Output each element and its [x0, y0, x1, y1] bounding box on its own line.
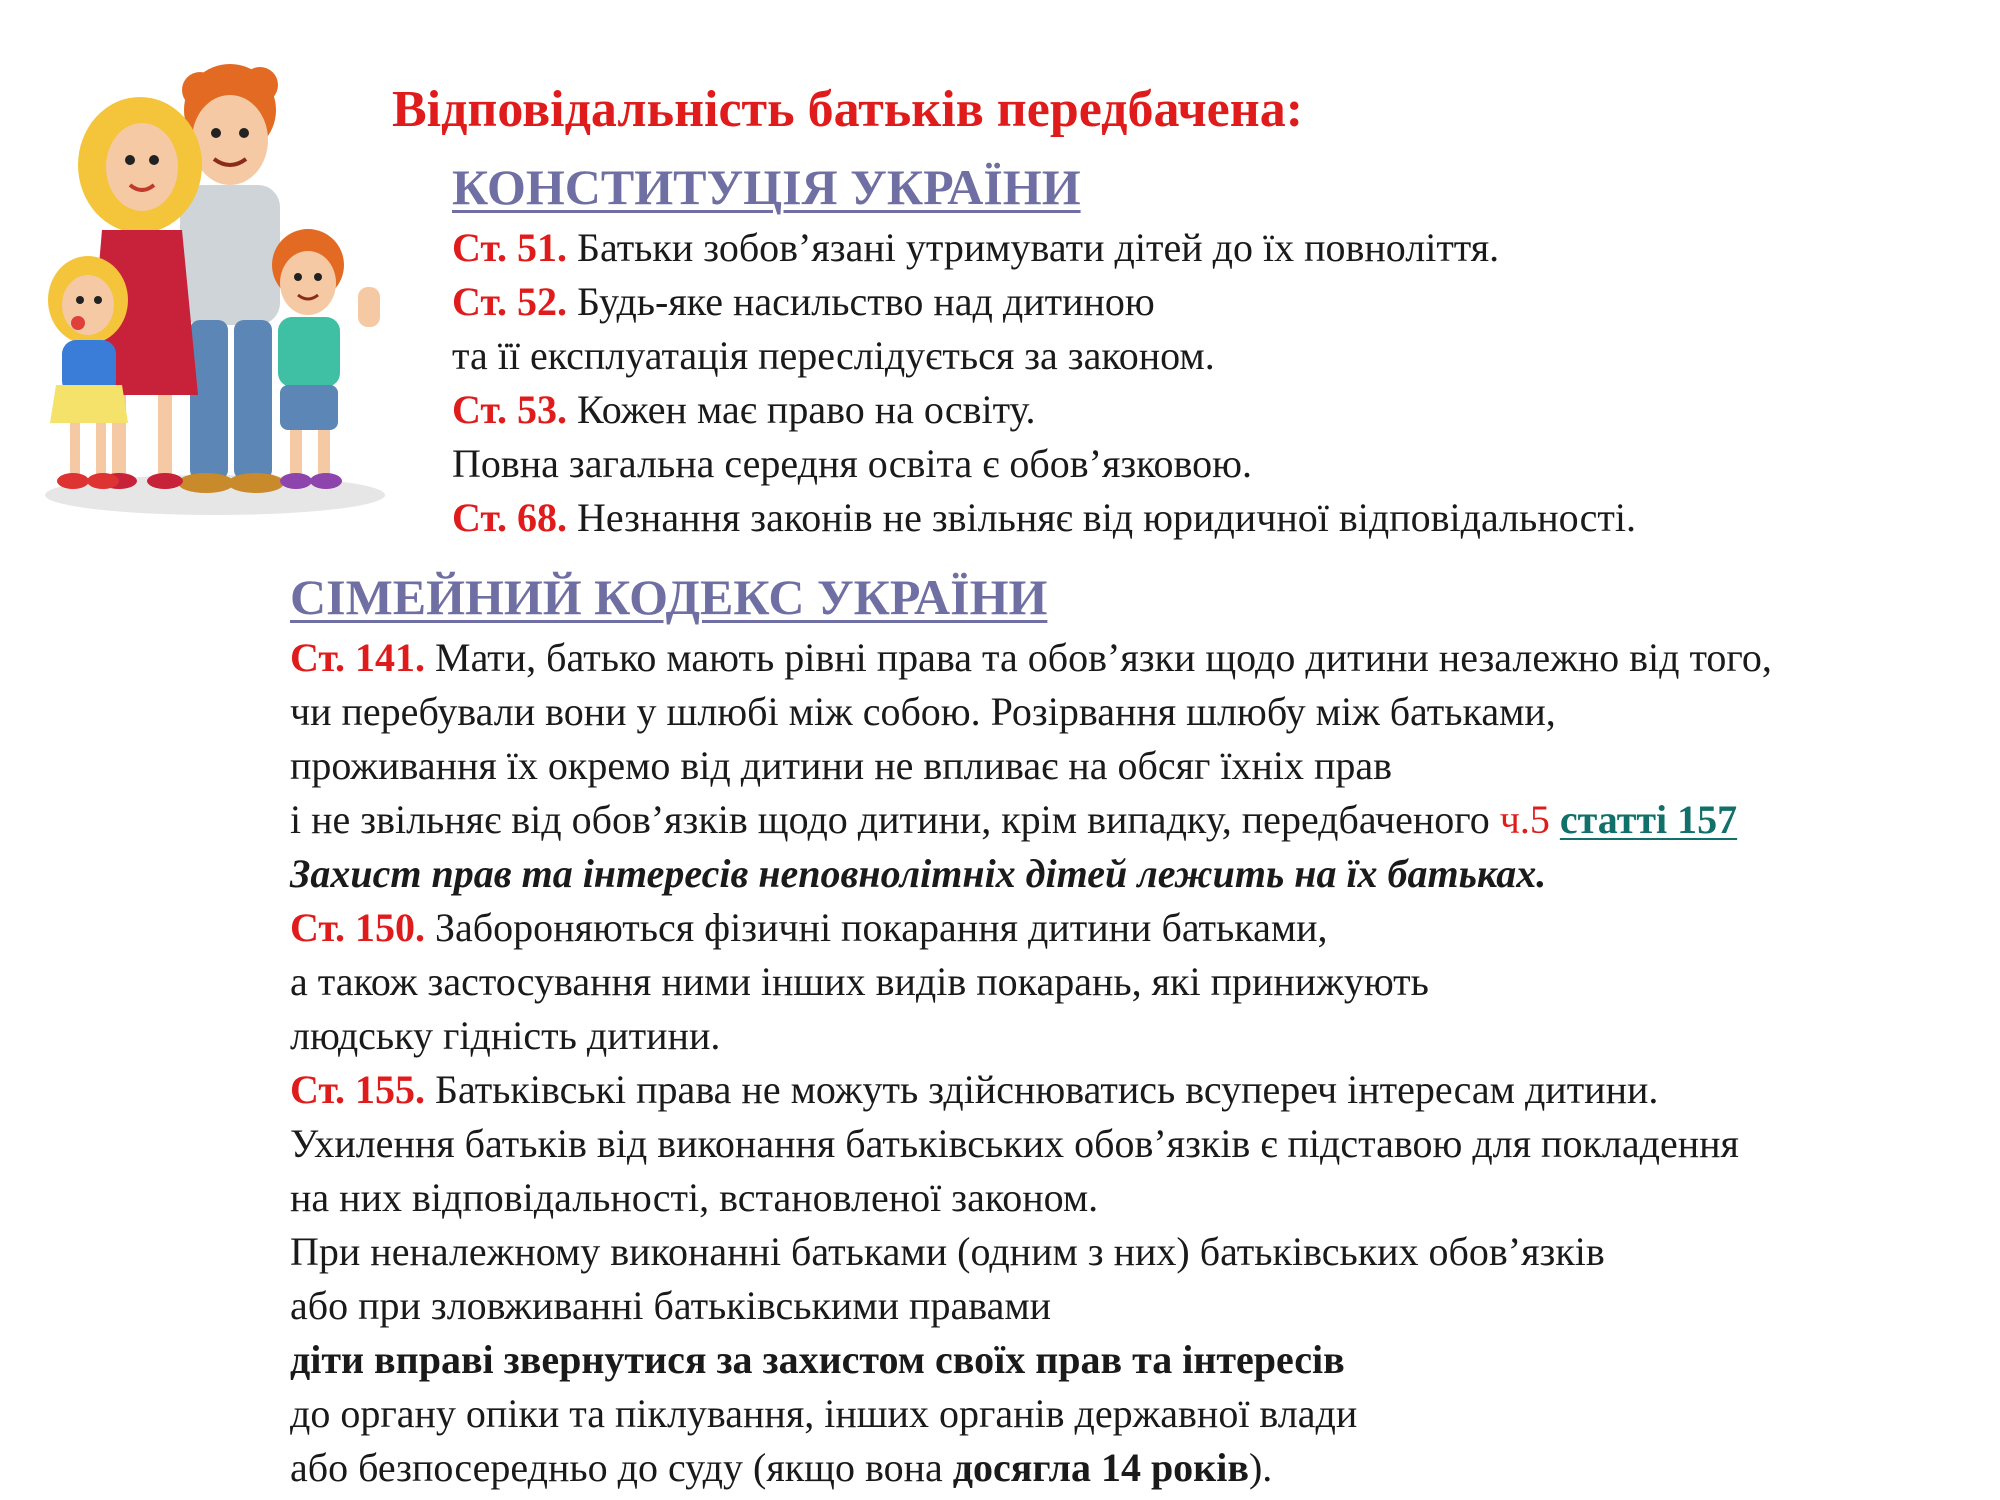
article-155-line-8-start: або безпосередньо до суду (якщо вона	[290, 1445, 953, 1490]
article-141-line-2: чи перебували вони у шлюбі між собою. Розірвання шлюбу між батьками,	[290, 689, 1556, 734]
article-155-line-8-end: ).	[1248, 1445, 1273, 1490]
article-150-text: Забороняються фізичні покарання дитини батьками,	[425, 905, 1328, 950]
article-51-text: Батьки зобов’язані утримувати дітей до їх повноліття.	[567, 225, 1500, 270]
article-155-age-bold: досягла 14 років	[952, 1445, 1249, 1490]
article-53-cont: Повна загальна середня освіта є обов’язковою.	[452, 441, 1253, 486]
article-150-line-3: людську гідність дитини.	[290, 1013, 721, 1058]
article-157-link[interactable]: статті 157	[1559, 797, 1738, 842]
article-52-text: Будь-яке насильство над дитиною	[567, 279, 1155, 324]
family-code-section	[290, 565, 1772, 1495]
family-illustration	[40, 55, 390, 525]
article-52	[452, 275, 1636, 329]
article-53	[452, 383, 1636, 437]
article-53-text: Кожен має право на освіту.	[567, 387, 1036, 432]
article-53-label: Ст. 53.	[452, 387, 567, 432]
article-68-text: Незнання законів не звільняє від юридичної відповідальності.	[567, 495, 1637, 540]
article-51-label: Ст. 51.	[452, 225, 567, 270]
article-68	[452, 491, 1636, 545]
article-155-line-4: При неналежному виконанні батьками (одним з них) батьківських обов’язків	[290, 1229, 1605, 1274]
article-51	[452, 221, 1636, 275]
article-141-line-4-text: і не звільняє від обов’язків щодо дитини, крім випадку, передбаченого	[290, 797, 1500, 842]
article-141-ref-part: ч.5	[1499, 797, 1550, 842]
article-155-line-2: Ухилення батьків від виконання батьківських обов’язків є підставою для покладення	[290, 1121, 1739, 1166]
article-150-label: Ст. 150.	[290, 905, 425, 950]
article-141-line-4	[290, 793, 1772, 847]
page-title: Відповідальність батьків передбачена:	[392, 81, 1304, 138]
article-141-label: Ст. 141.	[290, 635, 425, 680]
constitution-heading: КОНСТИТУЦІЯ УКРАЇНИ	[452, 159, 1081, 215]
article-155-bold-line: діти вправі звернутися за захистом своїх прав та інтересів	[290, 1337, 1345, 1382]
article-52-cont: та її експлуатація переслідується за законом.	[452, 333, 1215, 378]
article-150-line-2: а також застосування ними інших видів покарань, які принижують	[290, 959, 1429, 1004]
constitution-section	[452, 155, 1636, 545]
article-155-line-5: або при зловживанні батьківськими правами	[290, 1283, 1052, 1328]
article-68-label: Ст. 68.	[452, 495, 567, 540]
article-141	[290, 631, 1772, 685]
article-155-text: Батьківські права не можуть здійснюватись всупереч інтересам дитини.	[425, 1067, 1659, 1112]
father-figure	[178, 64, 284, 493]
article-155-label: Ст. 155.	[290, 1067, 425, 1112]
family-code-heading: СІМЕЙНИЙ КОДЕКС УКРАЇНИ	[290, 569, 1048, 625]
boy-figure	[272, 229, 380, 489]
article-141-line-3: проживання їх окремо від дитини не впливає на обсяг їхніх прав	[290, 743, 1393, 788]
article-141-emphasis: Захист прав та інтересів неповнолітніх дітей лежить на їх батьках.	[290, 851, 1547, 896]
article-155-line-8	[290, 1441, 1772, 1495]
article-155	[290, 1063, 1772, 1117]
article-155-line-7: до органу опіки та піклування, інших органів державної влади	[290, 1391, 1358, 1436]
article-141-text: Мати, батько мають рівні права та обов’язки щодо дитини незалежно від того,	[425, 635, 1772, 680]
article-52-label: Ст. 52.	[452, 279, 567, 324]
article-155-line-3: на них відповідальності, встановленої законом.	[290, 1175, 1099, 1220]
article-150	[290, 901, 1772, 955]
